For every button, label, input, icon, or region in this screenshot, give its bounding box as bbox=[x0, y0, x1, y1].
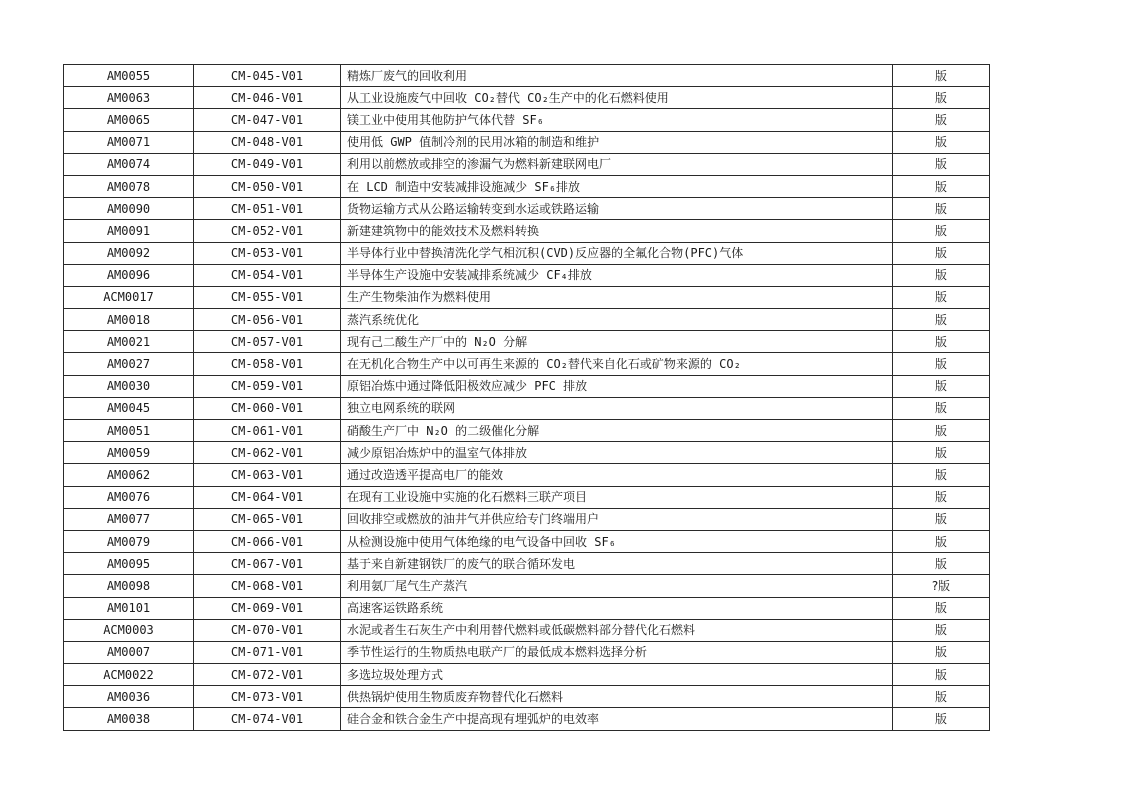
cm-number-cell: CM-057-V01 bbox=[194, 331, 341, 353]
version-cell: 版 bbox=[893, 420, 990, 442]
version-cell: 版 bbox=[893, 198, 990, 220]
cm-number-cell: CM-072-V01 bbox=[194, 664, 341, 686]
cm-number-cell: CM-059-V01 bbox=[194, 375, 341, 397]
table-row bbox=[64, 198, 990, 220]
methodology-name-cell: 在无机化合物生产中以可再生来源的 CO₂替代来自化石或矿物来源的 CO₂ bbox=[341, 353, 893, 375]
methodology-code-cell: AM0090 bbox=[64, 198, 194, 220]
version-cell: 版 bbox=[893, 220, 990, 242]
version-cell: 版 bbox=[893, 664, 990, 686]
methodology-code-cell: AM0077 bbox=[64, 508, 194, 530]
methodology-name-cell: 从检测设施中使用气体绝缘的电气设备中回收 SF₆ bbox=[341, 530, 893, 552]
cm-number-cell: CM-065-V01 bbox=[194, 508, 341, 530]
cm-number-cell: CM-073-V01 bbox=[194, 686, 341, 708]
methodology-code-cell: AM0095 bbox=[64, 553, 194, 575]
methodology-code-cell: AM0091 bbox=[64, 220, 194, 242]
cm-number-cell: CM-062-V01 bbox=[194, 442, 341, 464]
methodology-name-cell: 使用低 GWP 值制冷剂的民用冰箱的制造和维护 bbox=[341, 131, 893, 153]
methodology-name-cell: 硅合金和铁合金生产中提高现有埋弧炉的电效率 bbox=[341, 708, 893, 730]
methodology-code-cell: AM0030 bbox=[64, 375, 194, 397]
cm-number-cell: CM-049-V01 bbox=[194, 153, 341, 175]
table-row bbox=[64, 65, 990, 87]
methodology-code-cell: AM0021 bbox=[64, 331, 194, 353]
cm-number-cell: CM-070-V01 bbox=[194, 619, 341, 641]
cm-number-cell: CM-054-V01 bbox=[194, 264, 341, 286]
methodology-code-cell: ACM0017 bbox=[64, 286, 194, 308]
methodology-code-cell: AM0098 bbox=[64, 575, 194, 597]
methodology-code-cell: AM0059 bbox=[64, 442, 194, 464]
version-cell: 版 bbox=[893, 109, 990, 131]
methodology-code-cell: AM0045 bbox=[64, 397, 194, 419]
cm-number-cell: CM-068-V01 bbox=[194, 575, 341, 597]
cm-number-cell: CM-053-V01 bbox=[194, 242, 341, 264]
version-cell: 版 bbox=[893, 286, 990, 308]
methodology-name-cell: 高速客运铁路系统 bbox=[341, 597, 893, 619]
version-cell: 版 bbox=[893, 442, 990, 464]
methodology-name-cell: 现有己二酸生产厂中的 N₂O 分解 bbox=[341, 331, 893, 353]
table-row bbox=[64, 264, 990, 286]
table-row bbox=[64, 508, 990, 530]
table-row bbox=[64, 375, 990, 397]
version-cell: 版 bbox=[893, 486, 990, 508]
methodology-code-cell: AM0076 bbox=[64, 486, 194, 508]
methodology-name-cell: 多选垃圾处理方式 bbox=[341, 664, 893, 686]
version-cell: 版 bbox=[893, 530, 990, 552]
methodology-name-cell: 在 LCD 制造中安装减排设施减少 SF₆排放 bbox=[341, 175, 893, 197]
table-row bbox=[64, 397, 990, 419]
version-cell: 版 bbox=[893, 508, 990, 530]
methodology-name-cell: 蒸汽系统优化 bbox=[341, 309, 893, 331]
methodology-code-cell: AM0055 bbox=[64, 65, 194, 87]
table-row bbox=[64, 131, 990, 153]
methodology-code-cell: AM0101 bbox=[64, 597, 194, 619]
table-row bbox=[64, 597, 990, 619]
methodology-name-cell: 减少原铝冶炼炉中的温室气体排放 bbox=[341, 442, 893, 464]
cm-number-cell: CM-055-V01 bbox=[194, 286, 341, 308]
cm-number-cell: CM-056-V01 bbox=[194, 309, 341, 331]
methodology-name-cell: 从工业设施废气中回收 CO₂替代 CO₂生产中的化石燃料使用 bbox=[341, 87, 893, 109]
table-row bbox=[64, 153, 990, 175]
cm-number-cell: CM-052-V01 bbox=[194, 220, 341, 242]
methodology-code-cell: AM0078 bbox=[64, 175, 194, 197]
methodology-name-cell: 供热锅炉使用生物质废弃物替代化石燃料 bbox=[341, 686, 893, 708]
methodology-name-cell: 基于来自新建钢铁厂的废气的联合循环发电 bbox=[341, 553, 893, 575]
methodology-code-cell: AM0079 bbox=[64, 530, 194, 552]
version-cell: 版 bbox=[893, 242, 990, 264]
methodology-name-cell: 生产生物柴油作为燃料使用 bbox=[341, 286, 893, 308]
table-row bbox=[64, 486, 990, 508]
version-cell: 版 bbox=[893, 353, 990, 375]
version-cell: 版 bbox=[893, 131, 990, 153]
methodology-name-cell: 新建建筑物中的能效技术及燃料转换 bbox=[341, 220, 893, 242]
cm-number-cell: CM-046-V01 bbox=[194, 87, 341, 109]
methodology-code-cell: AM0051 bbox=[64, 420, 194, 442]
version-cell: 版 bbox=[893, 331, 990, 353]
version-cell: 版 bbox=[893, 553, 990, 575]
methodology-code-cell: AM0096 bbox=[64, 264, 194, 286]
methodology-code-cell: AM0038 bbox=[64, 708, 194, 730]
table-row bbox=[64, 708, 990, 730]
table-row bbox=[64, 331, 990, 353]
methodology-code-cell: AM0071 bbox=[64, 131, 194, 153]
table-row bbox=[64, 641, 990, 663]
methodology-code-cell: AM0074 bbox=[64, 153, 194, 175]
methodology-code-cell: AM0036 bbox=[64, 686, 194, 708]
table-row bbox=[64, 353, 990, 375]
table-row bbox=[64, 619, 990, 641]
cm-number-cell: CM-063-V01 bbox=[194, 464, 341, 486]
version-cell: ?版 bbox=[893, 575, 990, 597]
methodology-name-cell: 独立电网系统的联网 bbox=[341, 397, 893, 419]
version-cell: 版 bbox=[893, 264, 990, 286]
version-cell: 版 bbox=[893, 597, 990, 619]
table-row bbox=[64, 664, 990, 686]
table-row bbox=[64, 309, 990, 331]
version-cell: 版 bbox=[893, 641, 990, 663]
methodology-name-cell: 回收排空或燃放的油井气并供应给专门终端用户 bbox=[341, 508, 893, 530]
methodology-name-cell: 半导体行业中替换清洗化学气相沉积(CVD)反应器的全氟化合物(PFC)气体 bbox=[341, 242, 893, 264]
methodology-name-cell: 季节性运行的生物质热电联产厂的最低成本燃料选择分析 bbox=[341, 641, 893, 663]
version-cell: 版 bbox=[893, 309, 990, 331]
cm-number-cell: CM-060-V01 bbox=[194, 397, 341, 419]
table-row bbox=[64, 109, 990, 131]
methodology-code-cell: ACM0022 bbox=[64, 664, 194, 686]
cm-number-cell: CM-048-V01 bbox=[194, 131, 341, 153]
methodology-table bbox=[63, 64, 990, 731]
methodology-name-cell: 在现有工业设施中实施的化石燃料三联产项目 bbox=[341, 486, 893, 508]
methodology-code-cell: AM0065 bbox=[64, 109, 194, 131]
methodology-code-cell: ACM0003 bbox=[64, 619, 194, 641]
table-row bbox=[64, 420, 990, 442]
table-row bbox=[64, 286, 990, 308]
version-cell: 版 bbox=[893, 619, 990, 641]
methodology-name-cell: 精炼厂废气的回收利用 bbox=[341, 65, 893, 87]
cm-number-cell: CM-066-V01 bbox=[194, 530, 341, 552]
table-row bbox=[64, 442, 990, 464]
methodology-code-cell: AM0062 bbox=[64, 464, 194, 486]
methodology-name-cell: 半导体生产设施中安装减排系统减少 CF₄排放 bbox=[341, 264, 893, 286]
methodology-name-cell: 利用氨厂尾气生产蒸汽 bbox=[341, 575, 893, 597]
methodology-name-cell: 原铝冶炼中通过降低阳极效应减少 PFC 排放 bbox=[341, 375, 893, 397]
version-cell: 版 bbox=[893, 153, 990, 175]
version-cell: 版 bbox=[893, 175, 990, 197]
methodology-name-cell: 水泥或者生石灰生产中利用替代燃料或低碳燃料部分替代化石燃料 bbox=[341, 619, 893, 641]
version-cell: 版 bbox=[893, 686, 990, 708]
table-row bbox=[64, 175, 990, 197]
table-row bbox=[64, 553, 990, 575]
table-row bbox=[64, 464, 990, 486]
version-cell: 版 bbox=[893, 464, 990, 486]
version-cell: 版 bbox=[893, 708, 990, 730]
cm-number-cell: CM-058-V01 bbox=[194, 353, 341, 375]
version-cell: 版 bbox=[893, 65, 990, 87]
table-row bbox=[64, 530, 990, 552]
version-cell: 版 bbox=[893, 397, 990, 419]
methodology-code-cell: AM0027 bbox=[64, 353, 194, 375]
table-row bbox=[64, 220, 990, 242]
table-row bbox=[64, 242, 990, 264]
table-row bbox=[64, 575, 990, 597]
cm-number-cell: CM-074-V01 bbox=[194, 708, 341, 730]
cm-number-cell: CM-045-V01 bbox=[194, 65, 341, 87]
table-row bbox=[64, 686, 990, 708]
table-row bbox=[64, 87, 990, 109]
methodology-name-cell: 通过改造透平提高电厂的能效 bbox=[341, 464, 893, 486]
methodology-name-cell: 硝酸生产厂中 N₂O 的二级催化分解 bbox=[341, 420, 893, 442]
methodology-name-cell: 镁工业中使用其他防护气体代替 SF₆ bbox=[341, 109, 893, 131]
table-body bbox=[64, 65, 990, 731]
methodology-code-cell: AM0063 bbox=[64, 87, 194, 109]
cm-number-cell: CM-061-V01 bbox=[194, 420, 341, 442]
version-cell: 版 bbox=[893, 375, 990, 397]
cm-number-cell: CM-071-V01 bbox=[194, 641, 341, 663]
cm-number-cell: CM-050-V01 bbox=[194, 175, 341, 197]
methodology-code-cell: AM0018 bbox=[64, 309, 194, 331]
cm-number-cell: CM-051-V01 bbox=[194, 198, 341, 220]
methodology-name-cell: 利用以前燃放或排空的渗漏气为燃料新建联网电厂 bbox=[341, 153, 893, 175]
version-cell: 版 bbox=[893, 87, 990, 109]
methodology-name-cell: 货物运输方式从公路运输转变到水运或铁路运输 bbox=[341, 198, 893, 220]
cm-number-cell: CM-069-V01 bbox=[194, 597, 341, 619]
cm-number-cell: CM-067-V01 bbox=[194, 553, 341, 575]
methodology-code-cell: AM0007 bbox=[64, 641, 194, 663]
cm-number-cell: CM-047-V01 bbox=[194, 109, 341, 131]
cm-number-cell: CM-064-V01 bbox=[194, 486, 341, 508]
methodology-code-cell: AM0092 bbox=[64, 242, 194, 264]
